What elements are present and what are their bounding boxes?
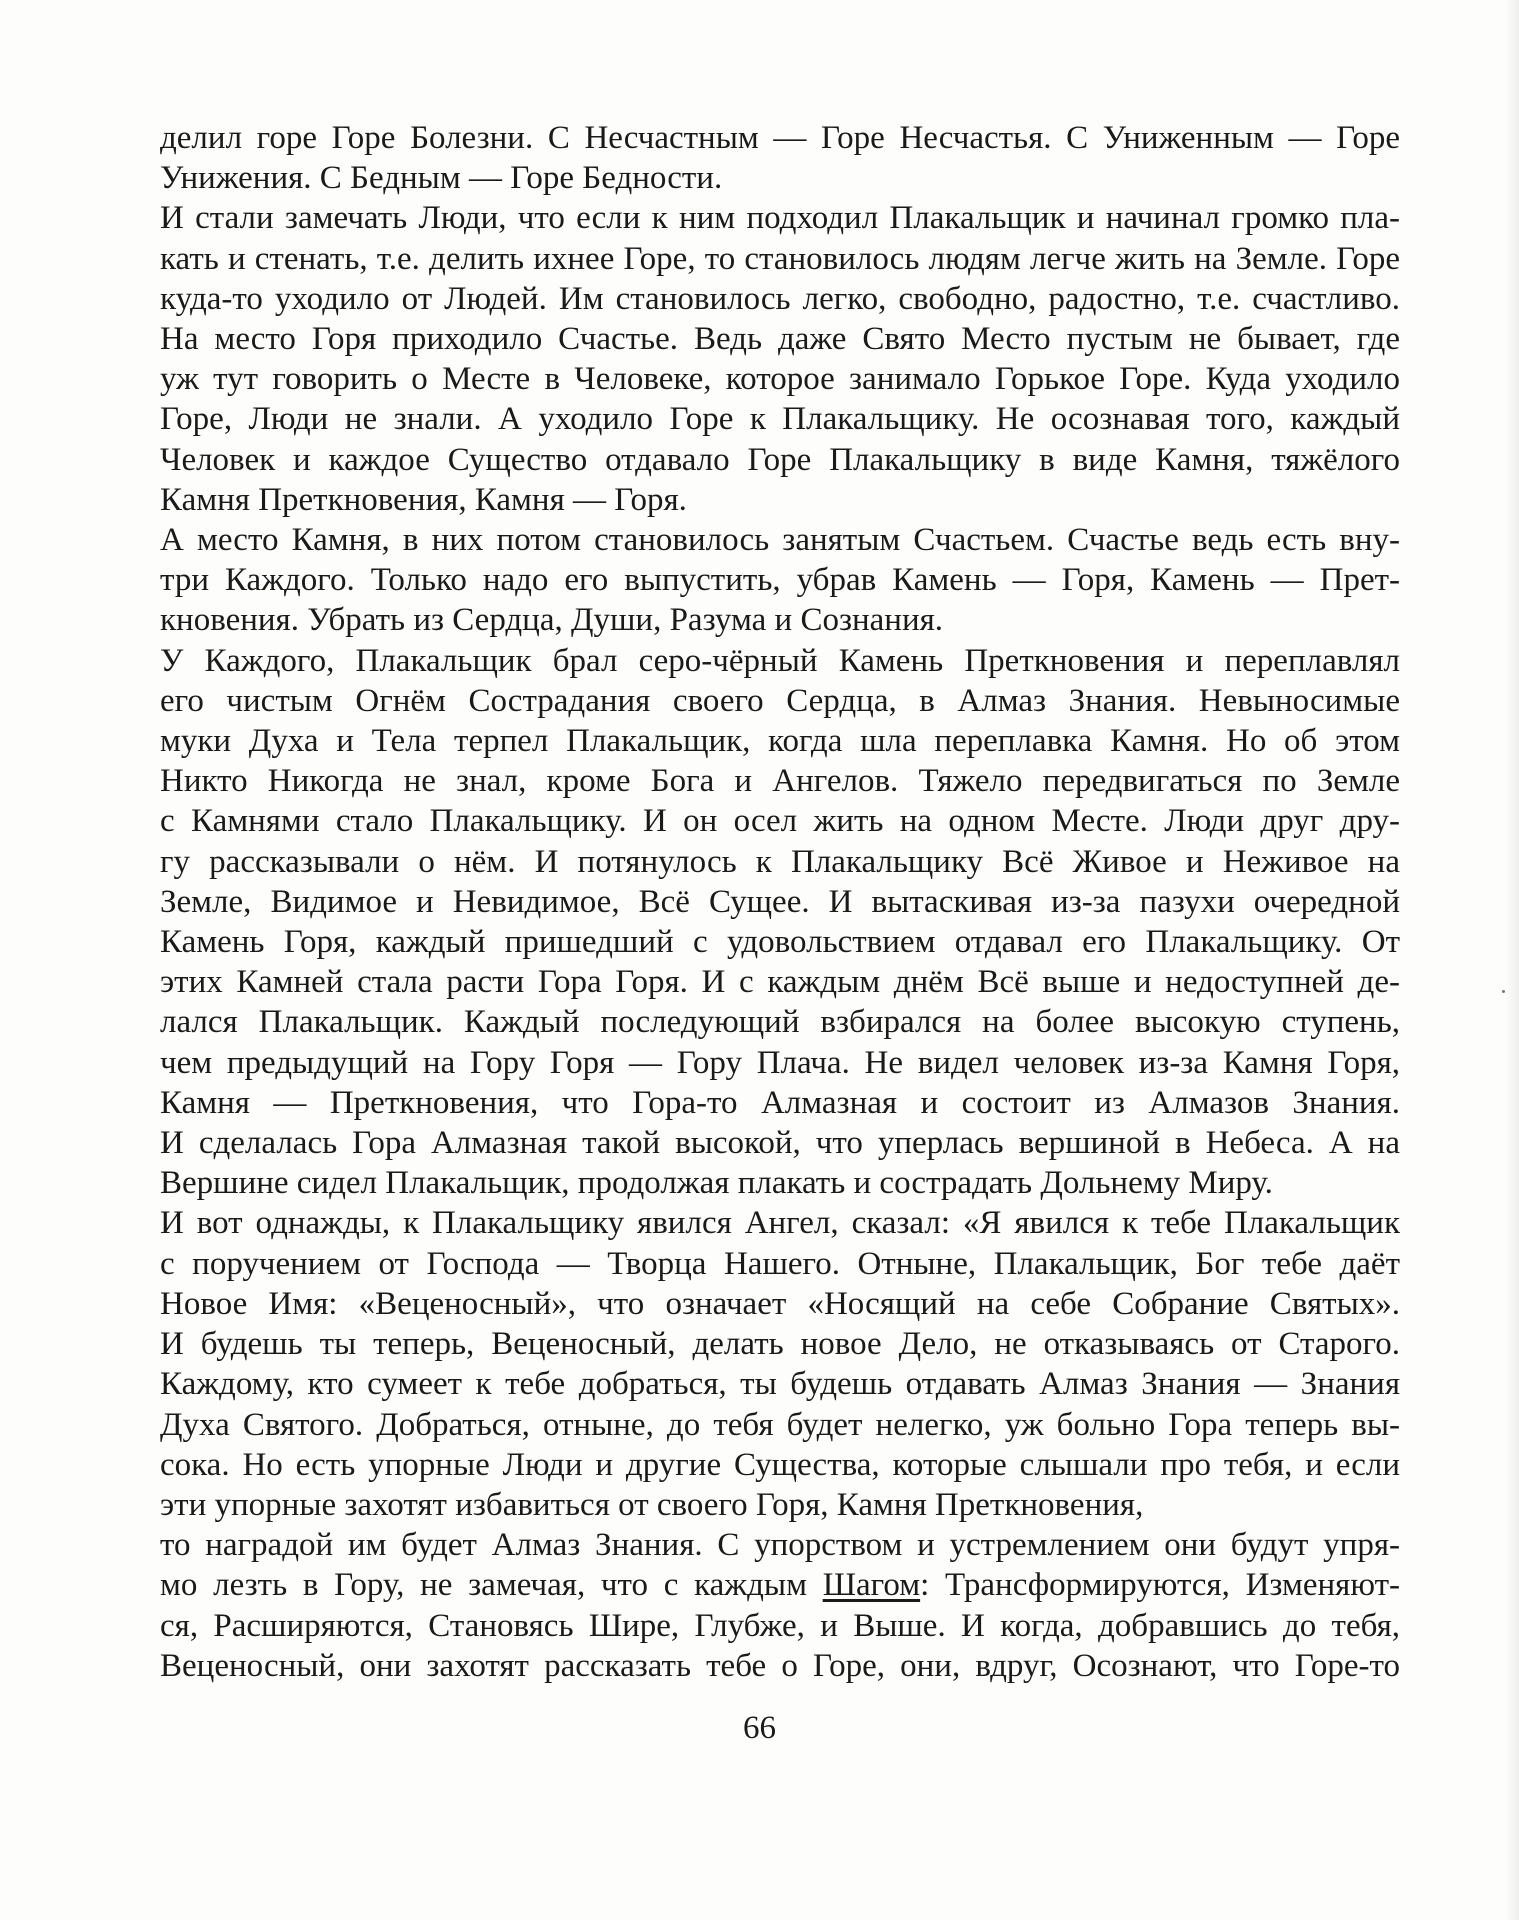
- text-line: Камень Горя, каждый пришедший с удовольствием отдавал его Плакальщику. От: [160, 924, 1400, 961]
- text-line: Духа Святого. Добраться, отныне, до тебя будет нелегко, уж больно Гора теперь вы-: [160, 1406, 1400, 1443]
- body-text: [160, 118, 1400, 1686]
- text-line: с Камнями стало Плакальщику. И он осел жить на одном Месте. Люди друг дру-: [160, 803, 1400, 840]
- text-line: этих Камней стала расти Гора Горя. И с каждым днём Всё выше и недоступней де-: [160, 964, 1400, 1001]
- text-line: Земле, Видимое и Невидимое, Всё Сущее. И вытаскивая из-за пазухи очередной: [160, 883, 1400, 920]
- text-line: с поручением от Господа — Творца Нашего. Отныне, Плакальщик, Бог тебе даёт: [160, 1245, 1400, 1282]
- text-line: чем предыдущий на Гору Горя — Гору Плача. Не видел человек из-за Камня Горя,: [160, 1044, 1400, 1081]
- underlined-word: Шагом: [822, 1567, 921, 1604]
- text-line: Человек и каждое Существо отдавало Горе Плакальщику в виде Камня, тяжёлого: [160, 441, 1400, 478]
- text-line: муки Духа и Тела терпел Плакальщик, когда шла переплавка Камня. Но об этом: [160, 723, 1400, 760]
- text-line: И стали замечать Люди, что если к ним подходил Плакальщик и начинал громко пла-: [160, 200, 1400, 237]
- text-line: ся, Расширяются, Становясь Шире, Глубже, и Выше. И когда, добравшись до тебя,: [160, 1607, 1400, 1644]
- text-line: У Каждого, Плакальщик брал серо-чёрный Камень Преткновения и переплавлял: [160, 642, 1400, 679]
- text-line: три Каждого. Только надо его выпустить, убрав Камень — Горя, Камень — Прет-: [160, 562, 1400, 599]
- text-line: И сделалась Гора Алмазная такой высокой, что уперлась вершиной в Небеса. А на: [160, 1125, 1400, 1162]
- text-line: лался Плакальщик. Каждый последующий взбирался на более высокую ступень,: [160, 1004, 1400, 1041]
- text-line: Горе, Люди не знали. А уходило Горе к Плакальщику. Не осознавая того, каждый: [160, 401, 1400, 438]
- text-fragment: мо лезть в Гору, не замечая, что с каждым: [160, 1567, 823, 1604]
- text-line: кновения. Убрать из Сердца, Души, Разума и Сознания.: [160, 602, 944, 639]
- page-edge-shadow: [1505, 0, 1519, 1920]
- text-line: гу рассказывали о нём. И потянулось к Плакальщику Всё Живое и Неживое на: [160, 843, 1400, 880]
- text-line: [160, 1565, 1400, 1605]
- scan-speck: [1502, 990, 1505, 993]
- text-line: Унижения. С Бедным — Горе Бедности.: [160, 160, 723, 197]
- text-line: эти упорные захотят избавиться от своего Горя, Камня Преткновения,: [160, 1486, 1144, 1523]
- text-line: На место Горя приходило Счастье. Ведь даже Свято Место пустым не бывает, где: [160, 321, 1400, 358]
- text-line: делил горе Горе Болезни. С Несчастным — Горе Несчастья. С Униженным — Горе: [160, 120, 1400, 156]
- text-line: его чистым Огнём Сострадания своего Сердца, в Алмаз Знания. Невыносимые: [160, 682, 1400, 719]
- text-line: Каждому, кто сумеет к тебе добраться, ты будешь отдавать Алмаз Знания — Знания: [160, 1366, 1400, 1403]
- text-line: кать и стенать, т.е. делить ихнее Горе, то становилось людям легче жить на Земле. Горе: [160, 240, 1400, 277]
- text-line: Веценосный, они захотят рассказать тебе о Горе, они, вдруг, Осознают, что Горе-то: [160, 1647, 1400, 1684]
- text-line: Никто Никогда не знал, кроме Бога и Ангелов. Тяжело передвигаться по Земле: [160, 763, 1400, 800]
- text-line: А место Камня, в них потом становилось занятым Счастьем. Счастье ведь есть вну-: [160, 522, 1400, 559]
- text-line: уж тут говорить о Месте в Человеке, которое занимало Горькое Горе. Куда уходило: [160, 361, 1400, 398]
- text-line: куда-то уходило от Людей. Им становилось легко, свободно, радостно, т.е. счастливо.: [160, 280, 1400, 317]
- text-line: И вот однажды, к Плакальщику явился Ангел, сказал: «Я явился к тебе Плакальщик: [160, 1205, 1400, 1242]
- text-line: И будешь ты теперь, Веценосный, делать новое Дело, не отказываясь от Старого.: [160, 1326, 1400, 1363]
- page-number: 66: [743, 1710, 776, 1746]
- text-line: Новое Имя: «Веценосный», что означает «Носящий на себе Собрание Святых».: [160, 1285, 1400, 1322]
- text-line: то наградой им будет Алмаз Знания. С упорством и устремлением они будут упря-: [160, 1527, 1400, 1564]
- text-line: Вершине сидел Плакальщик, продолжая плакать и сострадать Дольнему Миру.: [160, 1165, 1273, 1202]
- text-line: Камня — Преткновения, что Гора-то Алмазная и состоит из Алмазов Знания.: [160, 1084, 1400, 1121]
- text-line: сока. Но есть упорные Люди и другие Существа, которые слышали про тебя, и если: [160, 1446, 1400, 1483]
- text-fragment: : Трансформируются, Изменяют-: [920, 1567, 1400, 1604]
- text-line: Камня Преткновения, Камня — Горя.: [160, 481, 687, 518]
